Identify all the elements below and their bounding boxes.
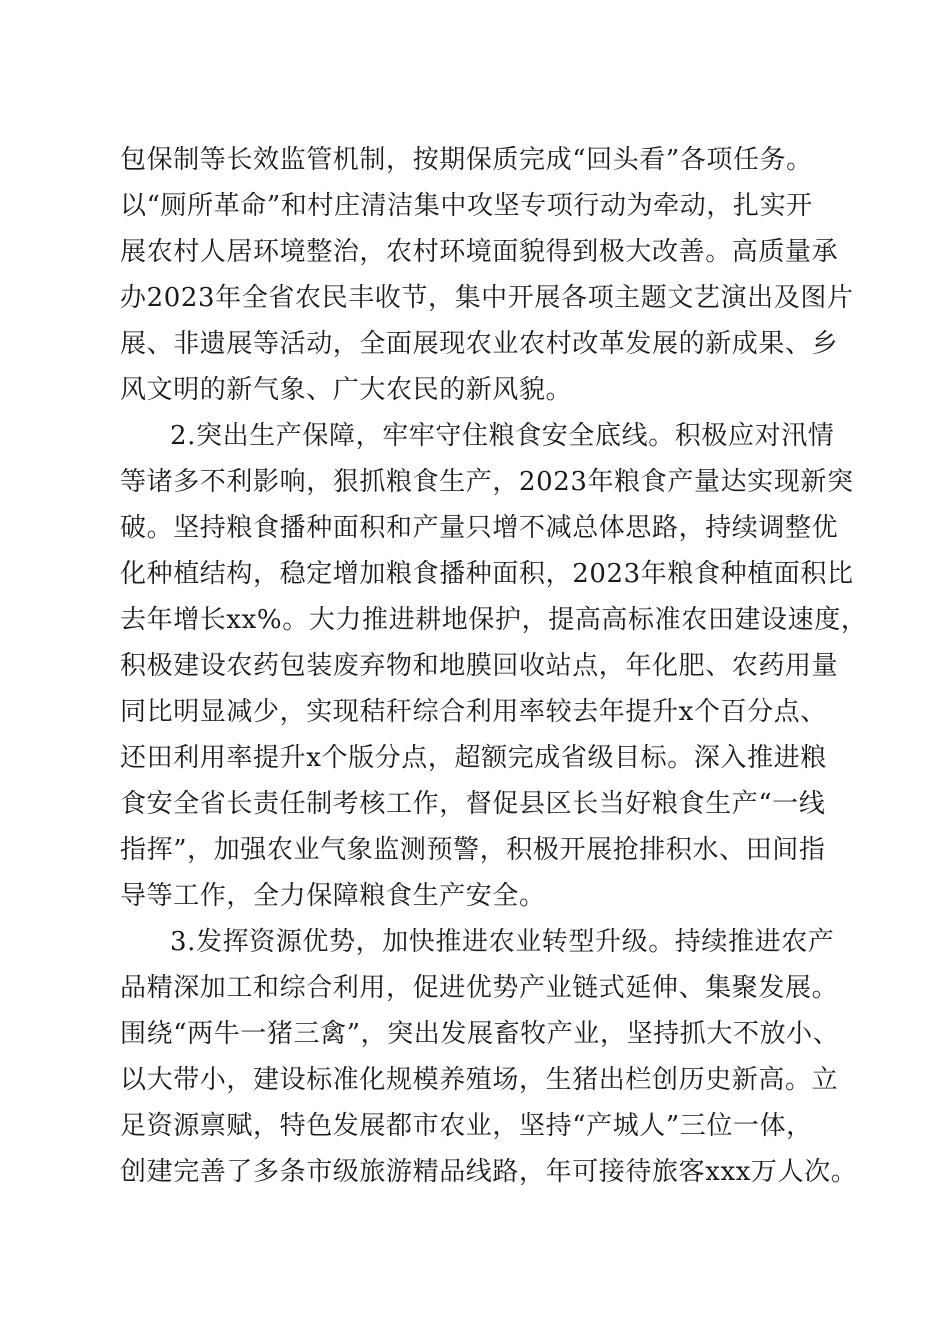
- text-line: 风文明的新气象、广大农民的新风貌。: [120, 375, 573, 405]
- text-line: 化种植结构，稳定增加粮食播种面积，2023年粮食种植面积比: [120, 559, 854, 589]
- text-line: 品精深加工和综合利用，促进优势产业链式延伸、集聚发展。: [120, 973, 839, 1003]
- text-line: 破。坚持粮食播种面积和产量只增不减总体思路，持续调整优: [120, 513, 839, 543]
- text-line: 还田利用率提升x个版分点，超额完成省级目标。深入推进粮: [120, 743, 827, 773]
- text-line: 导等工作，全力保障粮食生产安全。: [120, 881, 546, 911]
- text-line: 创建完善了多条市级旅游精品线路，年可接待旅客xxx万人次。: [120, 1157, 858, 1187]
- text-line: 以“厕所革命”和村庄清洁集中攻坚专项行动为牵动，扎实开: [120, 191, 813, 221]
- text-line: 等诸多不利影响，狠抓粮食生产，2023年粮食产量达实现新突: [120, 467, 854, 497]
- text-line: 积极建设农药包装废弃物和地膜回收站点，年化肥、农药用量: [120, 651, 839, 681]
- text-line: 展农村人居环境整治，农村环境面貌得到极大改善。高质量承: [120, 237, 839, 267]
- text-line: 围绕“两牛一猪三禽”，突出发展畜牧产业，坚持抓大不放小、: [120, 1019, 840, 1049]
- text-line: 去年增长xx%。大力推进耕地保护，提高高标准农田建设速度，: [120, 605, 868, 635]
- text-line: 足资源禀赋，特色发展都市农业，坚持“产城人”三位一体，: [120, 1111, 813, 1141]
- section-heading-line: 3.发挥资源优势，加快推进农业转型升级。持续推进农产: [170, 927, 835, 957]
- text-line: 以大带小，建设标准化规模养殖场，生猪出栏创历史新高。立: [120, 1065, 839, 1095]
- text-line: 食安全省长责任制考核工作，督促县区长当好粮食生产“一线: [120, 789, 826, 819]
- text-line: 包保制等长效监管机制，按期保质完成“回头看”各项任务。: [120, 145, 813, 175]
- text-line: 办2023年全省农民丰收节，集中开展各项主题文艺演出及图片: [120, 283, 854, 313]
- section-heading-line: 2.突出生产保障，牢牢守住粮食安全底线。积极应对汛情: [170, 421, 835, 451]
- text-line: 同比明显减少，实现秸秆综合利用率较去年提升x个百分点、: [120, 697, 827, 727]
- text-line: 指挥”，加强农业气象监测预警，积极开展抢排积水、田间指: [120, 835, 826, 865]
- text-line: 展、非遗展等活动，全面展现农业农村改革发展的新成果、乡: [120, 329, 839, 359]
